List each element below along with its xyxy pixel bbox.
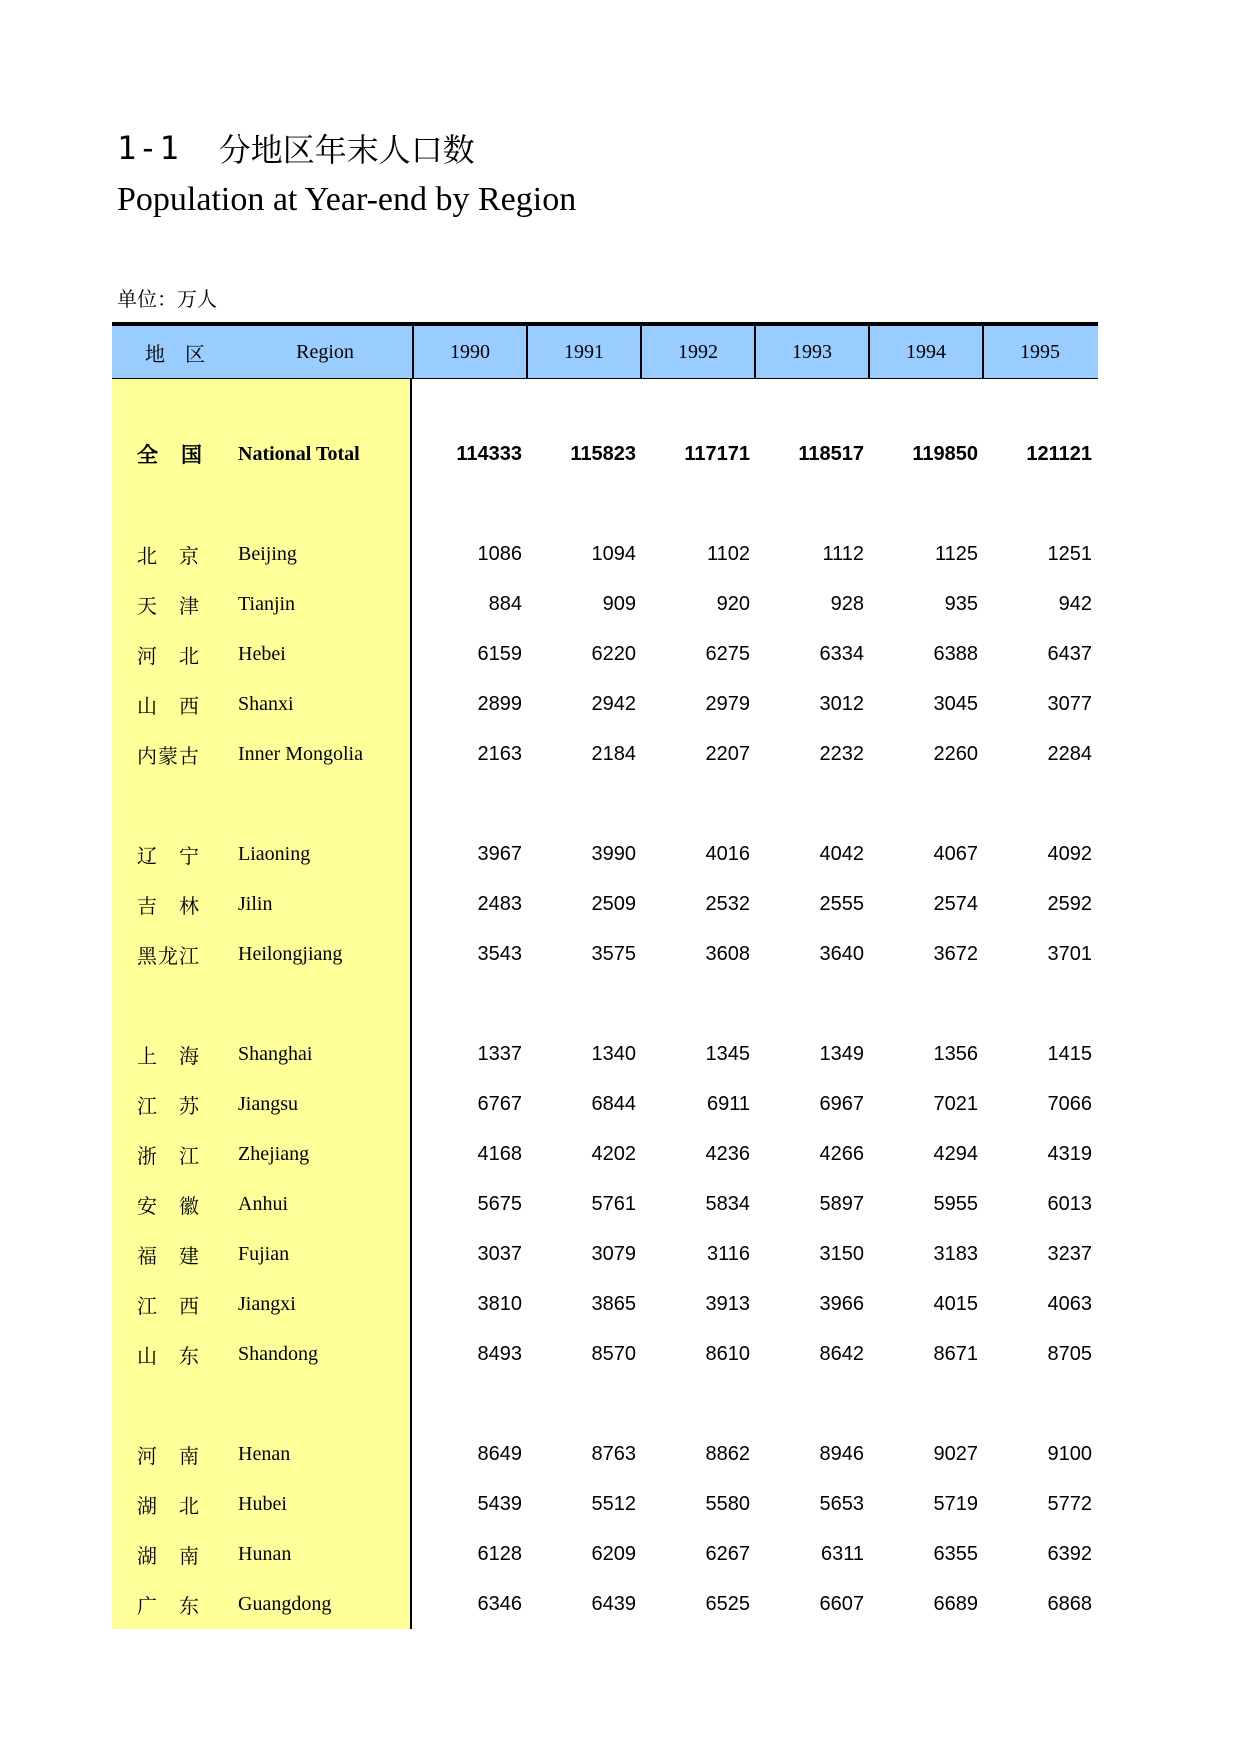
header-year: 1993 bbox=[754, 326, 868, 378]
region-name-en: Hunan bbox=[238, 1542, 292, 1565]
value-cell: 935 bbox=[944, 592, 978, 615]
region-name-cn: 山 东 bbox=[137, 1343, 200, 1368]
value-cell: 3183 bbox=[933, 1242, 978, 1265]
region-name-en: Anhui bbox=[238, 1192, 288, 1215]
value-cell: 4168 bbox=[477, 1142, 522, 1165]
table-row bbox=[112, 529, 1098, 579]
value-cell: 119850 bbox=[912, 442, 978, 465]
value-cell: 114333 bbox=[456, 442, 522, 465]
value-cell: 3150 bbox=[819, 1242, 864, 1265]
value-cell: 4236 bbox=[705, 1142, 750, 1165]
value-cell: 6525 bbox=[705, 1592, 750, 1615]
value-cell: 5580 bbox=[705, 1492, 750, 1515]
value-cell: 920 bbox=[716, 592, 750, 615]
title-chinese: 分地区年末人口数 bbox=[218, 131, 475, 169]
value-cell: 3967 bbox=[477, 842, 522, 865]
value-cell: 2555 bbox=[819, 892, 864, 915]
table-row bbox=[112, 879, 1098, 929]
value-cell: 2574 bbox=[933, 892, 978, 915]
value-cell: 6334 bbox=[819, 642, 864, 665]
value-cell: 2592 bbox=[1047, 892, 1092, 915]
region-name-cn: 浙 江 bbox=[137, 1143, 200, 1168]
value-cell: 6355 bbox=[933, 1542, 978, 1565]
region-name-en: Jiangsu bbox=[238, 1092, 298, 1115]
table-row bbox=[112, 1079, 1098, 1129]
value-cell: 2899 bbox=[477, 692, 522, 715]
value-cell: 4016 bbox=[705, 842, 750, 865]
value-cell: 6911 bbox=[706, 1092, 750, 1115]
value-cell: 5772 bbox=[1047, 1492, 1092, 1515]
region-name-cn: 黑龙江 bbox=[137, 943, 200, 968]
value-cell: 3913 bbox=[705, 1292, 750, 1315]
value-cell: 3701 bbox=[1047, 942, 1092, 965]
region-name-en: Shanghai bbox=[238, 1042, 313, 1065]
table-row bbox=[112, 679, 1098, 729]
table-row bbox=[112, 1529, 1098, 1579]
value-cell: 5675 bbox=[477, 1192, 522, 1215]
header-year: 1994 bbox=[868, 326, 982, 378]
header-year: 1995 bbox=[982, 326, 1096, 378]
header-year: 1992 bbox=[640, 326, 754, 378]
value-cell: 6311 bbox=[820, 1542, 864, 1565]
value-cell: 6689 bbox=[933, 1592, 978, 1615]
region-name-en: Jilin bbox=[238, 892, 273, 915]
value-cell: 3966 bbox=[819, 1292, 864, 1315]
table-rows bbox=[112, 379, 1098, 1629]
value-cell: 1086 bbox=[477, 542, 522, 565]
value-cell: 4015 bbox=[933, 1292, 978, 1315]
value-cell: 6844 bbox=[591, 1092, 636, 1115]
region-name-cn: 江 西 bbox=[137, 1293, 200, 1318]
value-cell: 2184 bbox=[591, 742, 636, 765]
population-table bbox=[112, 322, 1098, 1629]
value-cell: 3079 bbox=[591, 1242, 636, 1265]
table-row bbox=[112, 1429, 1098, 1479]
value-cell: 1125 bbox=[934, 542, 978, 565]
table-row bbox=[112, 1329, 1098, 1379]
value-cell: 1415 bbox=[1047, 1042, 1092, 1065]
region-name-en: Liaoning bbox=[238, 842, 311, 865]
value-cell: 2232 bbox=[819, 742, 864, 765]
value-cell: 6767 bbox=[477, 1092, 522, 1115]
value-cell: 6388 bbox=[933, 642, 978, 665]
value-cell: 1337 bbox=[477, 1042, 522, 1065]
region-name-cn: 山 西 bbox=[137, 693, 200, 718]
value-cell: 5897 bbox=[819, 1192, 864, 1215]
value-cell: 5512 bbox=[591, 1492, 636, 1515]
value-cell: 2532 bbox=[705, 892, 750, 915]
value-cell: 1094 bbox=[591, 542, 636, 565]
value-cell: 6346 bbox=[477, 1592, 522, 1615]
value-cell: 6437 bbox=[1047, 642, 1092, 665]
region-name-cn: 江 苏 bbox=[137, 1093, 200, 1118]
value-cell: 5955 bbox=[933, 1192, 978, 1215]
table-row bbox=[112, 729, 1098, 779]
value-cell: 2509 bbox=[591, 892, 636, 915]
value-cell: 942 bbox=[1058, 592, 1092, 615]
value-cell: 5719 bbox=[933, 1492, 978, 1515]
value-cell: 121121 bbox=[1026, 442, 1092, 465]
value-cell: 3575 bbox=[591, 942, 636, 965]
value-cell: 8493 bbox=[477, 1342, 522, 1365]
value-cell: 6392 bbox=[1047, 1542, 1092, 1565]
value-cell: 9100 bbox=[1047, 1442, 1092, 1465]
value-cell: 1251 bbox=[1047, 542, 1092, 565]
table-body bbox=[112, 379, 1098, 1629]
table-row bbox=[112, 1279, 1098, 1329]
value-cell: 4067 bbox=[933, 842, 978, 865]
region-name-cn: 湖 南 bbox=[137, 1543, 200, 1568]
header-year: 1991 bbox=[526, 326, 640, 378]
table-row bbox=[112, 829, 1098, 879]
title-row bbox=[117, 126, 475, 170]
region-name-en: Shanxi bbox=[238, 692, 294, 715]
value-cell: 6209 bbox=[591, 1542, 636, 1565]
value-cell: 7066 bbox=[1047, 1092, 1092, 1115]
value-cell: 1102 bbox=[706, 542, 750, 565]
table-header bbox=[112, 326, 1098, 379]
value-cell: 6220 bbox=[591, 642, 636, 665]
header-year: 1990 bbox=[412, 326, 526, 378]
unit-label: 单位：万人 bbox=[117, 289, 217, 311]
region-name-cn: 北 京 bbox=[137, 543, 200, 568]
value-cell: 1356 bbox=[933, 1042, 978, 1065]
value-cell: 3077 bbox=[1047, 692, 1092, 715]
region-name-cn: 吉 林 bbox=[137, 893, 200, 918]
region-name-en: Henan bbox=[238, 1442, 291, 1465]
value-cell: 2483 bbox=[477, 892, 522, 915]
table-row bbox=[112, 1229, 1098, 1279]
spacer-row bbox=[112, 379, 1098, 429]
region-name-cn: 内蒙古 bbox=[137, 743, 200, 768]
value-cell: 8862 bbox=[705, 1442, 750, 1465]
value-cell: 3990 bbox=[591, 842, 636, 865]
region-name-en: National Total bbox=[238, 442, 360, 465]
value-cell: 118517 bbox=[798, 442, 864, 465]
value-cell: 5761 bbox=[591, 1192, 636, 1215]
table-row bbox=[112, 1029, 1098, 1079]
value-cell: 7021 bbox=[933, 1092, 978, 1115]
value-cell: 4266 bbox=[819, 1142, 864, 1165]
table-row bbox=[112, 579, 1098, 629]
value-cell: 3237 bbox=[1047, 1242, 1092, 1265]
value-cell: 3865 bbox=[591, 1292, 636, 1315]
region-name-en: Jiangxi bbox=[238, 1292, 296, 1315]
total-row bbox=[112, 429, 1098, 479]
region-name-en: Hebei bbox=[238, 642, 286, 665]
spacer-row bbox=[112, 1379, 1098, 1429]
value-cell: 8642 bbox=[819, 1342, 864, 1365]
spacer-row bbox=[112, 979, 1098, 1029]
region-name-cn: 湖 北 bbox=[137, 1493, 200, 1518]
value-cell: 8763 bbox=[591, 1442, 636, 1465]
value-cell: 6868 bbox=[1047, 1592, 1092, 1615]
value-cell: 9027 bbox=[933, 1442, 978, 1465]
value-cell: 8946 bbox=[819, 1442, 864, 1465]
value-cell: 4294 bbox=[933, 1142, 978, 1165]
value-cell: 8610 bbox=[705, 1342, 750, 1365]
table-row bbox=[112, 1579, 1098, 1629]
region-name-en: Hubei bbox=[238, 1492, 287, 1515]
value-cell: 117171 bbox=[684, 442, 750, 465]
value-cell: 4042 bbox=[819, 842, 864, 865]
value-cell: 1345 bbox=[705, 1042, 750, 1065]
value-cell: 6275 bbox=[705, 642, 750, 665]
value-cell: 3045 bbox=[933, 692, 978, 715]
value-cell: 3810 bbox=[477, 1292, 522, 1315]
table-row bbox=[112, 1479, 1098, 1529]
value-cell: 928 bbox=[830, 592, 864, 615]
table-row bbox=[112, 1129, 1098, 1179]
value-cell: 6967 bbox=[819, 1092, 864, 1115]
spacer-row bbox=[112, 479, 1098, 529]
region-name-cn: 广 东 bbox=[137, 1593, 200, 1618]
value-cell: 8705 bbox=[1047, 1342, 1092, 1365]
value-cell: 2260 bbox=[933, 742, 978, 765]
value-cell: 3543 bbox=[477, 942, 522, 965]
table-row bbox=[112, 929, 1098, 979]
region-name-cn: 全 国 bbox=[137, 443, 203, 467]
value-cell: 4092 bbox=[1047, 842, 1092, 865]
region-name-en: Inner Mongolia bbox=[238, 742, 363, 765]
value-cell: 884 bbox=[488, 592, 522, 615]
region-name-cn: 天 津 bbox=[137, 593, 200, 618]
value-cell: 1349 bbox=[819, 1042, 864, 1065]
value-cell: 3608 bbox=[705, 942, 750, 965]
value-cell: 2163 bbox=[477, 742, 522, 765]
value-cell: 6607 bbox=[819, 1592, 864, 1615]
region-name-en: Guangdong bbox=[238, 1592, 332, 1615]
value-cell: 8671 bbox=[933, 1342, 978, 1365]
region-name-en: Tianjin bbox=[238, 592, 296, 615]
value-cell: 8570 bbox=[591, 1342, 636, 1365]
value-cell: 2284 bbox=[1047, 742, 1092, 765]
value-cell: 909 bbox=[602, 592, 636, 615]
value-cell: 1112 bbox=[822, 542, 864, 565]
header-region-cn: 地 区 bbox=[145, 343, 205, 366]
table-number: 1-1 bbox=[117, 129, 181, 167]
value-cell: 5653 bbox=[819, 1492, 864, 1515]
value-cell: 6439 bbox=[591, 1592, 636, 1615]
value-cell: 3037 bbox=[477, 1242, 522, 1265]
value-cell: 8649 bbox=[477, 1442, 522, 1465]
region-name-en: Heilongjiang bbox=[238, 942, 343, 965]
value-cell: 5439 bbox=[477, 1492, 522, 1515]
value-cell: 6159 bbox=[477, 642, 522, 665]
header-region-en: Region bbox=[296, 340, 354, 363]
value-cell: 2979 bbox=[705, 692, 750, 715]
region-name-en: Beijing bbox=[238, 542, 297, 565]
value-cell: 3640 bbox=[819, 942, 864, 965]
value-cell: 115823 bbox=[570, 442, 636, 465]
region-name-cn: 河 北 bbox=[137, 643, 200, 668]
value-cell: 2207 bbox=[705, 742, 750, 765]
value-cell: 3672 bbox=[933, 942, 978, 965]
table-row bbox=[112, 629, 1098, 679]
spacer-row bbox=[112, 779, 1098, 829]
region-name-cn: 辽 宁 bbox=[137, 843, 200, 868]
value-cell: 2942 bbox=[591, 692, 636, 715]
value-cell: 6267 bbox=[705, 1542, 750, 1565]
title-english: Population at Year-end by Region bbox=[117, 181, 577, 218]
value-cell: 4202 bbox=[591, 1142, 636, 1165]
region-name-en: Fujian bbox=[238, 1242, 290, 1265]
value-cell: 3012 bbox=[819, 692, 864, 715]
region-name-cn: 河 南 bbox=[137, 1443, 200, 1468]
value-cell: 3116 bbox=[706, 1242, 750, 1265]
region-name-cn: 上 海 bbox=[137, 1043, 200, 1068]
value-cell: 4319 bbox=[1047, 1142, 1092, 1165]
value-cell: 5834 bbox=[705, 1192, 750, 1215]
value-cell: 4063 bbox=[1047, 1292, 1092, 1315]
region-name-cn: 福 建 bbox=[137, 1243, 200, 1268]
table-row bbox=[112, 1179, 1098, 1229]
region-name-en: Shandong bbox=[238, 1342, 318, 1365]
region-name-en: Zhejiang bbox=[238, 1142, 310, 1165]
value-cell: 6128 bbox=[477, 1542, 522, 1565]
value-cell: 1340 bbox=[591, 1042, 636, 1065]
value-cell: 6013 bbox=[1047, 1192, 1092, 1215]
region-name-cn: 安 徽 bbox=[137, 1193, 200, 1218]
